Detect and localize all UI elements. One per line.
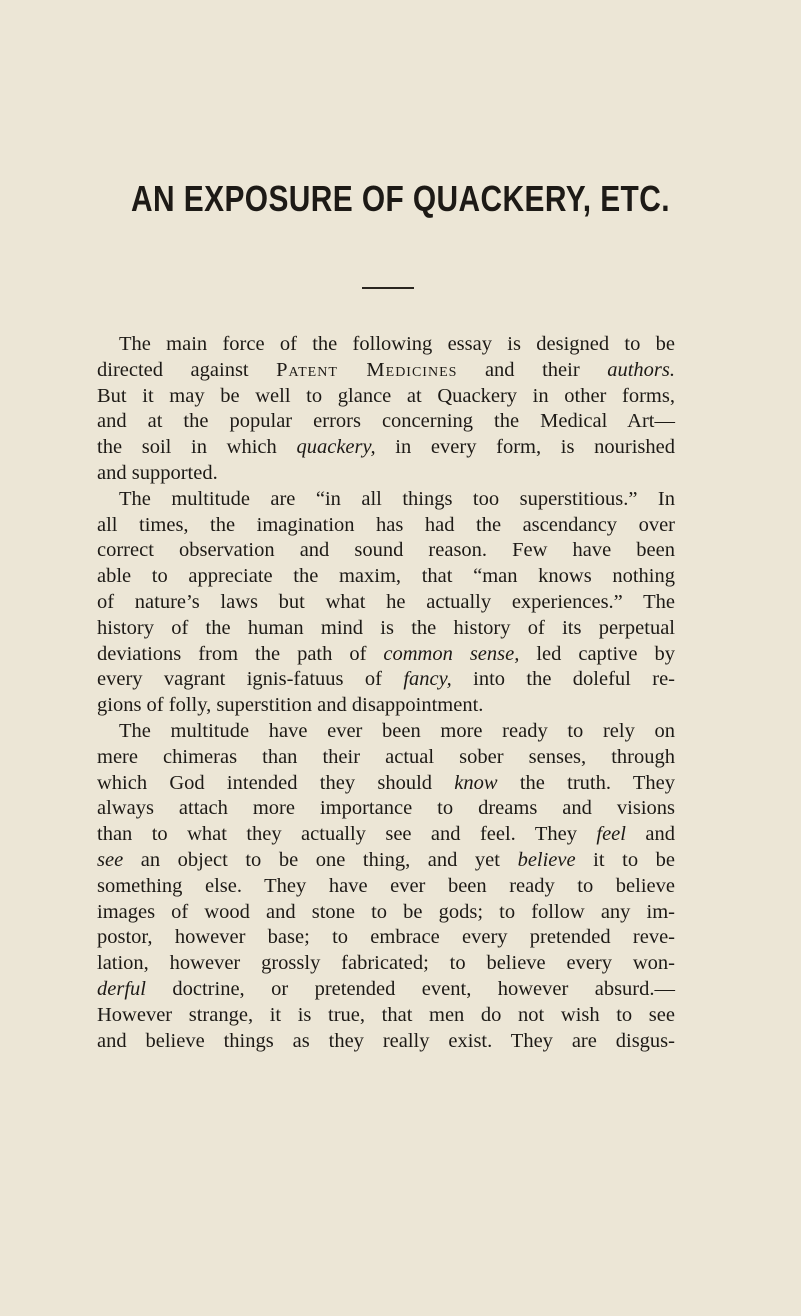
italic-text: fancy, bbox=[403, 668, 452, 691]
text-segment: into the doleful re- bbox=[451, 668, 675, 691]
text-line bbox=[97, 977, 675, 1003]
text-line bbox=[97, 667, 675, 693]
text-line: and supported. bbox=[97, 461, 218, 484]
text-line bbox=[97, 435, 675, 461]
text-line: But it may be well to glance at Quackery in other forms, bbox=[97, 384, 675, 407]
text-line: However strange, it is true, that men do not wish to see bbox=[97, 1003, 675, 1026]
text-segment: the soil in which bbox=[97, 436, 297, 459]
text-line: The multitude have ever been more ready to rely on bbox=[119, 719, 675, 742]
italic-text: quackery, bbox=[296, 436, 376, 459]
text-line: of nature’s laws but what he actually experiences.” The bbox=[97, 590, 675, 613]
text-line bbox=[97, 358, 675, 384]
essay-body bbox=[97, 332, 675, 1054]
text-segment: doctrine, or pretended event, however absurd.— bbox=[145, 977, 675, 1000]
title-divider bbox=[362, 287, 414, 289]
text-line: and at the popular errors concerning the Medical Art— bbox=[97, 410, 675, 433]
text-line: postor, however base; to embrace every pretended reve- bbox=[97, 926, 675, 949]
text-segment: than to what they actually see and feel. They bbox=[97, 823, 597, 846]
italic-text: authors. bbox=[607, 358, 675, 381]
text-line: The main force of the following essay is designed to be bbox=[119, 333, 675, 355]
text-segment: an object to be one thing, and yet bbox=[123, 848, 518, 871]
text-segment: every vagrant ignis-fatuus of bbox=[97, 668, 404, 691]
text-line: always attach more importance to dreams and visions bbox=[97, 797, 675, 820]
italic-text: derful bbox=[97, 977, 146, 1000]
text-line: history of the human mind is the history of its perpetual bbox=[97, 616, 675, 639]
text-segment: led captive by bbox=[519, 642, 676, 665]
text-segment: in every form, is nourished bbox=[375, 436, 675, 459]
italic-text: know bbox=[454, 771, 498, 794]
italic-text: feel bbox=[596, 823, 626, 846]
text-line: correct observation and sound reason. Few have been bbox=[97, 539, 675, 562]
text-line: lation, however grossly fabricated; to believe every won- bbox=[97, 952, 675, 975]
text-line: gions of folly, superstition and disappointment. bbox=[97, 694, 484, 717]
text-line: mere chimeras than their actual sober senses, through bbox=[97, 745, 675, 768]
text-segment: it to be bbox=[575, 848, 676, 871]
text-line: and believe things as they really exist. They are disgus- bbox=[97, 1029, 675, 1052]
text-line bbox=[97, 848, 675, 874]
small-caps-text: Patent Medicines bbox=[276, 358, 458, 381]
page-title: AN EXPOSURE OF QUACKERY, ETC. bbox=[131, 178, 670, 219]
text-segment: which God intended they should bbox=[97, 771, 455, 794]
italic-text: common sense, bbox=[383, 642, 520, 665]
text-segment: and their bbox=[457, 358, 608, 381]
text-line: images of wood and stone to be gods; to follow any im- bbox=[97, 900, 675, 923]
text-segment: the truth. They bbox=[497, 771, 675, 794]
italic-text: believe bbox=[517, 848, 576, 871]
text-segment: and bbox=[625, 823, 675, 846]
text-segment: deviations from the path of bbox=[97, 642, 384, 665]
text-line: all times, the imagination has had the ascendancy over bbox=[97, 513, 675, 536]
text-line: able to appreciate the maxim, that “man knows nothing bbox=[97, 565, 675, 588]
text-segment: directed against bbox=[97, 358, 277, 381]
text-line: something else. They have ever been ready to believe bbox=[97, 874, 675, 897]
text-line: The multitude are “in all things too superstitious.” In bbox=[119, 487, 675, 510]
text-line bbox=[97, 822, 675, 848]
text-line bbox=[97, 642, 675, 668]
text-line bbox=[97, 771, 675, 797]
italic-text: see bbox=[97, 848, 124, 871]
